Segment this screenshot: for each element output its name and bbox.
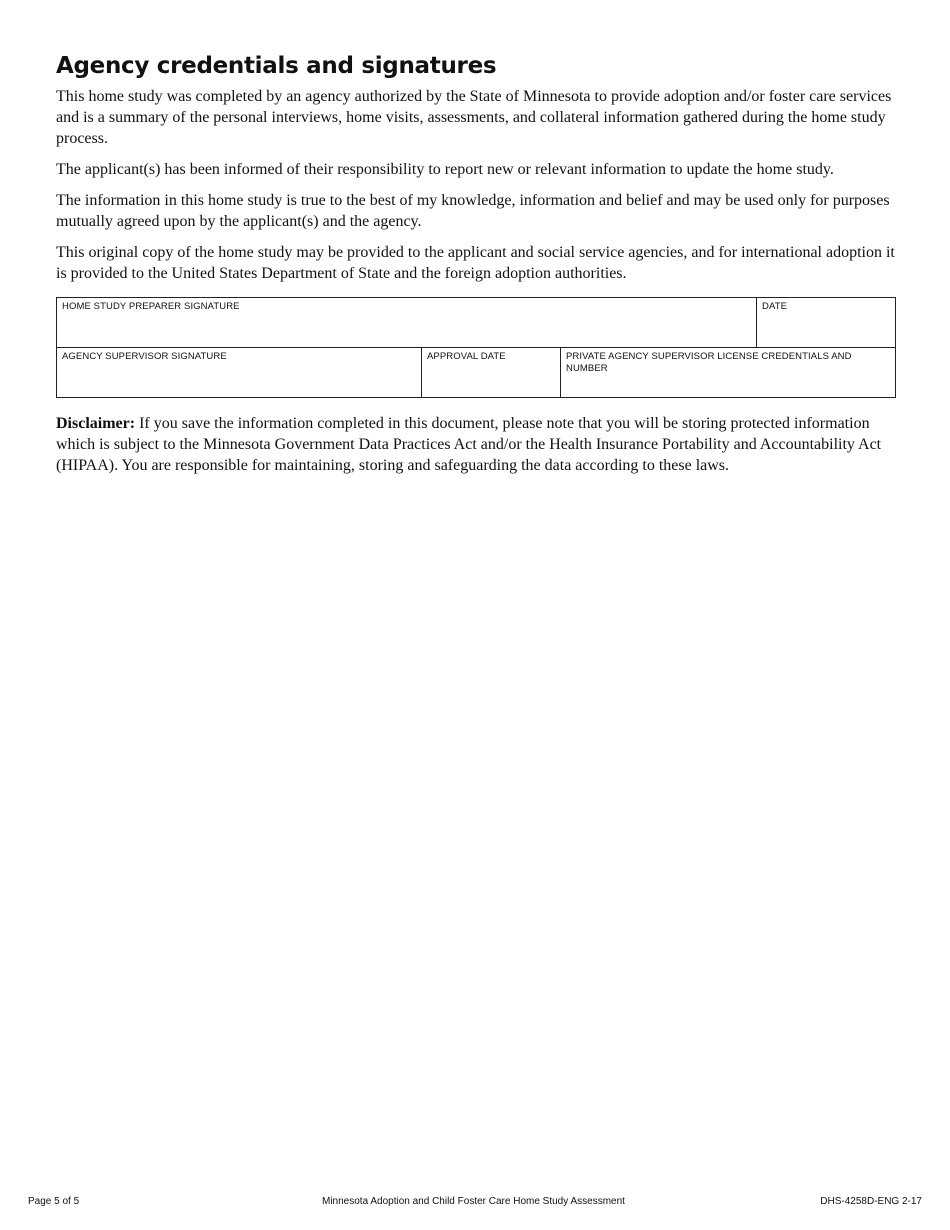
disclaimer-label: Disclaimer: [56, 415, 136, 432]
responsibility-paragraph: The applicant(s) has been informed of their responsibility to report new or relevant information to update the home study. [56, 161, 834, 178]
document-title: Minnesota Adoption and Child Foster Care Home Study Assessment [322, 1196, 625, 1207]
intro-paragraph: This home study was completed by an agency authorized by the State of Minnesota to provide adoption and/or foster care services and is a summary of the personal interviews, home visits, assessments, and collateral information gathered during the home study process. [56, 88, 892, 147]
supervisor-row [57, 347, 895, 397]
approval-date-field[interactable] [421, 348, 560, 397]
section-heading: Agency credentials and signatures [56, 53, 497, 79]
date-label: DATE [762, 301, 788, 312]
accuracy-paragraph: The information in this home study is true to the best of my knowledge, information and belief and may be used only for purposes mutually agreed upon by the applicant(s) and the agency. [56, 192, 890, 230]
disclaimer-text: If you save the information completed in this document, please note that you will be storing protected information which is subject to the Minnesota Government Data Practices Act and/or the Health Insurance Portability and Accountability Act (HIPAA). You are responsible for maintaining, storing and safeguarding the data according to these laws. [56, 415, 882, 474]
preparer-row [57, 298, 895, 347]
preparer-signature-label: HOME STUDY PREPARER SIGNATURE [62, 301, 240, 312]
preparer-signature-field[interactable] [57, 298, 756, 347]
supervisor-signature-field[interactable] [57, 348, 421, 397]
page-footer [0, 1196, 950, 1210]
document-page [56, 52, 896, 486]
distribution-paragraph: This original copy of the home study may be provided to the applicant and social service agencies, and for international adoption it is provided to the United States Department of State and the foreign adoption authorities. [56, 244, 895, 282]
license-credentials-label: PRIVATE AGENCY SUPERVISOR LICENSE CREDENTIALS AND NUMBER [566, 351, 852, 374]
signature-table [56, 297, 896, 398]
date-field[interactable] [756, 298, 895, 347]
disclaimer-paragraph [56, 413, 896, 476]
supervisor-signature-label: AGENCY SUPERVISOR SIGNATURE [62, 351, 227, 362]
form-id: DHS-4258D-ENG 2-17 [820, 1196, 922, 1207]
license-credentials-field[interactable] [560, 348, 895, 397]
page-number: Page 5 of 5 [28, 1196, 80, 1207]
approval-date-label: APPROVAL DATE [427, 351, 506, 362]
